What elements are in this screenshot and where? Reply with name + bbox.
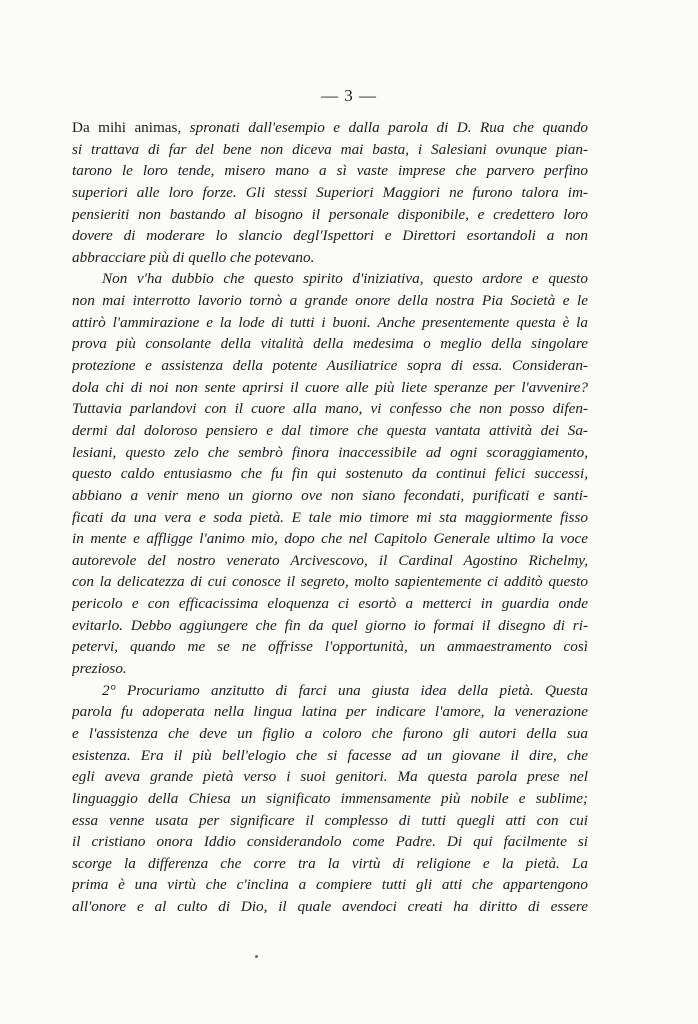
text-line: non mai interrotto lavorio tornò a grande onore della nostra Pia Società e le: [72, 292, 588, 310]
text-line: si trattava di far del bene non diceva mai basta, i Salesiani ovunque pian-: [72, 140, 588, 158]
text-line: egli aveva grande pietà verso i suoi genitori. Ma questa parola prese nel: [72, 768, 588, 786]
text-line: essa venne usata per significare il complesso di tutti quegli atti con cui: [72, 811, 588, 829]
text-line: lesiani, questo zelo che sembrò finora inaccessibile ad ogni scoraggiamento,: [72, 443, 588, 461]
text-line: prova più consolante della vitalità della medesima o meglio della singolare: [72, 335, 588, 353]
text-line: prezioso.: [72, 660, 127, 678]
text-line: pericolo e con efficacissima eloquenza ci esortò a metterci in guardia onde: [72, 595, 588, 613]
text-line: Tuttavia parlandovi con il cuore alla mano, vi confesso che non posso difen-: [72, 400, 588, 418]
text-line: esistenza. Era il più bell'elogio che si facesse ad un giovane il dire, che: [72, 746, 588, 764]
lead-words: Da mihi animas,: [72, 119, 182, 136]
text-line: dermi dal doloroso pensiero e dal timore che questa vantata attività dei Sa-: [72, 421, 588, 439]
text-line: superiori alle loro forze. Gli stessi Superiori Maggiori ne furono talora im-: [72, 183, 588, 201]
text-line: Da mihi animas, spronati dall'esempio e dalla parola di D. Rua che quando: [72, 119, 588, 136]
text-line: e l'assistenza che deve un figlio a coloro che furono gli autori della sua: [72, 724, 588, 742]
text-line: tarono le loro tende, misero mano a sì vaste imprese che parvero perfino: [72, 162, 588, 180]
text-line: dovere di moderare lo slancio degl'Ispettori e Direttori esortandoli a non: [72, 227, 588, 245]
text-line: abbiano a venir meno un giorno ove non siano fecondati, purificati e santi-: [72, 486, 588, 504]
text-line: protezione e assistenza della potente Ausiliatrice sopra di essa. Consideran-: [72, 357, 588, 375]
text-line: autorevole del nostro venerato Arcivescovo, il Cardinal Agostino Richelmy,: [72, 551, 588, 569]
text-line: parola fu adoperata nella lingua latina per indicare l'amore, la venerazione: [72, 703, 588, 721]
text-line: con la delicatezza di cui conosce il segreto, molto sapientemente ci additò questo: [72, 573, 588, 591]
text-line: il cristiano onora Iddio considerandolo come Padre. Di qui facilmente si: [72, 833, 588, 851]
text-line: ficati da una vera e soda pietà. E tale mio timore mi sta maggiormente fisso: [72, 508, 588, 526]
text-line: petervi, quando me se ne offrisse l'opportunità, un ammaestramento così: [72, 638, 588, 656]
text-line: attirò l'ammirazione e la lode di tutti i buoni. Anche presentemente questa è la: [72, 313, 588, 331]
text-line: dola chi di noi non sente aprirsi il cuore alle più liete speranze per l'avvenire?: [72, 378, 588, 396]
text-line: in mente e affligge l'animo mio, dopo che nel Capitolo Generale ultimo la voce: [72, 530, 588, 548]
text-line: pensieriti non bastando al bisogno il personale disponibile, e credettero loro: [72, 205, 588, 223]
text-line: abbracciare più di quello che potevano.: [72, 248, 315, 266]
text-line: evitarlo. Debbo aggiungere che fin da quel giorno io formai il disegno di ri-: [72, 616, 588, 634]
body-text: [72, 117, 588, 918]
text-line: all'onore e al culto di Dio, il quale avendoci creati ha diritto di essere: [72, 898, 588, 916]
text-line: prima è una virtù che c'inclina a compiere tutti gli atti che appartengono: [72, 876, 588, 894]
page-number: — 3 —: [321, 86, 377, 105]
text-line: linguaggio della Chiesa un significato immensamente più nobile e sublime;: [72, 789, 588, 807]
text-line: scorge la differenza che corre tra la virtù di religione e la pietà. La: [72, 854, 588, 872]
text-line: Non v'ha dubbio che questo spirito d'iniziativa, questo ardore e questo: [102, 270, 588, 288]
text-line: 2° Procuriamo anzitutto di farci una giusta idea della pietà. Questa: [102, 681, 588, 699]
paper-speck: [255, 955, 258, 958]
text-line: questo caldo entusiasmo che fu fin qui sostenuto da continui felici successi,: [72, 465, 588, 483]
